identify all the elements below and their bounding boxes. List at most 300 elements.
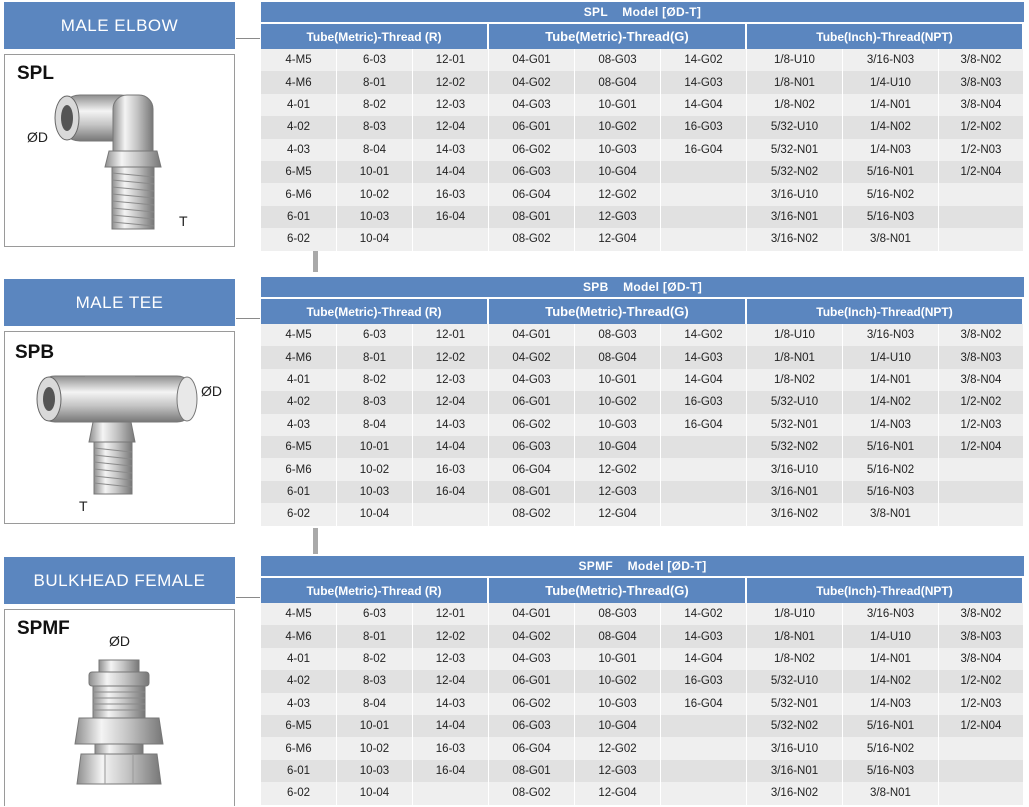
table-cell — [413, 228, 489, 250]
table-cell: 1/2-N02 — [939, 116, 1024, 138]
table-cell: 10-03 — [337, 481, 413, 503]
table-row — [261, 116, 1024, 138]
table-cell: 6-01 — [261, 760, 337, 782]
table-cell: 10-G02 — [575, 670, 661, 692]
table-row — [261, 206, 1024, 228]
table-cell: 1/2-N03 — [939, 139, 1024, 161]
table-cell: 06-G01 — [489, 391, 575, 413]
table-cell: 6-01 — [261, 481, 337, 503]
table-cell: 4-01 — [261, 94, 337, 116]
table-cell: 3/8-N03 — [939, 71, 1024, 93]
elbow-fitting-image — [5, 55, 236, 248]
table-cell: 3/16-N03 — [843, 49, 939, 71]
table-cell: 12-G04 — [575, 782, 661, 804]
table-cell: 14-03 — [413, 414, 489, 436]
table-cell: 16-04 — [413, 206, 489, 228]
table-cell: 4-01 — [261, 648, 337, 670]
table-cell: 10-02 — [337, 458, 413, 480]
thread-label: T — [79, 498, 88, 514]
table-row — [261, 458, 1024, 480]
table-cell: 1/8-N01 — [747, 71, 843, 93]
table-row — [261, 71, 1024, 93]
table-cell: 14-04 — [413, 161, 489, 183]
table-cell: 04-G01 — [489, 603, 575, 625]
table-cell: 5/32-N02 — [747, 715, 843, 737]
column-group-header: Tube(Inch)-Thread(NPT) — [747, 578, 1024, 603]
table-cell — [939, 481, 1024, 503]
table-cell: 04-G02 — [489, 71, 575, 93]
table-cell — [939, 458, 1024, 480]
table-cell: 3/8-N02 — [939, 603, 1024, 625]
table-cell: 14-G02 — [661, 324, 747, 346]
table-cell: 3/8-N03 — [939, 625, 1024, 647]
table-cell: 4-02 — [261, 670, 337, 692]
table-cell: 5/32-U10 — [747, 670, 843, 692]
table-cell: 5/32-N01 — [747, 414, 843, 436]
table-cell: 08-G01 — [489, 760, 575, 782]
table-cell: 1/4-N03 — [843, 139, 939, 161]
table-cell: 8-03 — [337, 116, 413, 138]
category-banner: MALE TEE — [4, 279, 235, 326]
table-title: SPB Model [ØD-T] — [261, 277, 1024, 297]
table-row — [261, 94, 1024, 116]
table-cell — [939, 782, 1024, 804]
category-banner: MALE ELBOW — [4, 2, 235, 49]
table-cell: 12-04 — [413, 116, 489, 138]
table-cell: 10-03 — [337, 760, 413, 782]
table-row — [261, 49, 1024, 71]
table-cell: 16-G03 — [661, 391, 747, 413]
table-cell: 1/2-N04 — [939, 715, 1024, 737]
table-cell: 3/8-N03 — [939, 346, 1024, 368]
table-cell: 3/16-N03 — [843, 603, 939, 625]
table-row — [261, 436, 1024, 458]
table-cell: 04-G03 — [489, 369, 575, 391]
table-cell: 10-G02 — [575, 116, 661, 138]
table-cell — [939, 206, 1024, 228]
table-cell: 4-M5 — [261, 603, 337, 625]
table-cell: 16-04 — [413, 481, 489, 503]
table-cell: 8-02 — [337, 94, 413, 116]
table-cell: 1/8-N01 — [747, 625, 843, 647]
table-cell: 08-G03 — [575, 49, 661, 71]
table-row — [261, 737, 1024, 759]
table-cell — [413, 503, 489, 525]
table-row — [261, 503, 1024, 525]
table-cell: 5/32-N01 — [747, 139, 843, 161]
table-row — [261, 782, 1024, 804]
table-cell: 12-02 — [413, 625, 489, 647]
table-cell: 1/8-N01 — [747, 346, 843, 368]
table-cell: 5/16-N01 — [843, 161, 939, 183]
table-cell: 6-02 — [261, 782, 337, 804]
banner-separator — [236, 318, 260, 319]
table-cell: 06-G04 — [489, 183, 575, 205]
table-cell: 4-M5 — [261, 324, 337, 346]
table-cell: 1/8-U10 — [747, 324, 843, 346]
table-cell: 10-01 — [337, 161, 413, 183]
table-cell: 1/8-U10 — [747, 603, 843, 625]
table-cell: 1/2-N02 — [939, 670, 1024, 692]
table-cell: 6-M6 — [261, 458, 337, 480]
table-cell — [661, 782, 747, 804]
table-header-row — [261, 24, 1024, 49]
table-cell: 10-01 — [337, 436, 413, 458]
table-cell: 10-01 — [337, 715, 413, 737]
table-cell: 12-G03 — [575, 760, 661, 782]
table-cell: 1/2-N02 — [939, 391, 1024, 413]
table-cell: 8-03 — [337, 670, 413, 692]
product-code: SPL — [17, 63, 54, 84]
product-code: SPMF — [17, 618, 70, 639]
table-cell: 10-G03 — [575, 139, 661, 161]
table-cell — [939, 737, 1024, 759]
table-cell: 6-M5 — [261, 715, 337, 737]
table-cell: 08-G01 — [489, 481, 575, 503]
table-cell: 12-G04 — [575, 503, 661, 525]
table-cell: 1/4-N01 — [843, 94, 939, 116]
table-cell: 4-02 — [261, 391, 337, 413]
table-cell: 1/4-N03 — [843, 693, 939, 715]
table-cell: 12-02 — [413, 71, 489, 93]
table-cell: 3/16-N02 — [747, 228, 843, 250]
table-title: SPMF Model [ØD-T] — [261, 556, 1024, 576]
table-row — [261, 228, 1024, 250]
table-cell: 04-G02 — [489, 625, 575, 647]
column-group-header: Tube(Metric)-Thread(G) — [489, 578, 747, 603]
diameter-label: ØD — [109, 633, 130, 649]
table-cell: 12-04 — [413, 670, 489, 692]
table-cell: 14-04 — [413, 436, 489, 458]
model-table — [261, 277, 1024, 526]
table-cell: 5/32-U10 — [747, 391, 843, 413]
category-banner: BULKHEAD FEMALE — [4, 557, 235, 604]
table-row — [261, 625, 1024, 647]
table-cell — [661, 481, 747, 503]
column-group-header: Tube(Inch)-Thread(NPT) — [747, 24, 1024, 49]
table-row — [261, 648, 1024, 670]
table-cell: 5/16-N01 — [843, 436, 939, 458]
table-cell: 10-04 — [337, 228, 413, 250]
table-cell: 4-M6 — [261, 625, 337, 647]
table-cell: 14-G04 — [661, 94, 747, 116]
table-cell: 16-G03 — [661, 116, 747, 138]
table-cell: 4-M6 — [261, 346, 337, 368]
table-cell: 08-G04 — [575, 71, 661, 93]
table-cell: 12-03 — [413, 369, 489, 391]
table-cell: 14-03 — [413, 693, 489, 715]
table-cell: 8-02 — [337, 648, 413, 670]
table-cell: 06-G02 — [489, 693, 575, 715]
table-cell — [661, 228, 747, 250]
table-cell: 04-G01 — [489, 324, 575, 346]
table-cell: 16-04 — [413, 760, 489, 782]
table-row — [261, 603, 1024, 625]
table-cell: 14-03 — [413, 139, 489, 161]
connector-line — [313, 250, 318, 272]
table-cell: 10-G03 — [575, 693, 661, 715]
table-cell: 12-03 — [413, 648, 489, 670]
table-cell: 12-G03 — [575, 206, 661, 228]
table-cell: 6-M5 — [261, 161, 337, 183]
table-cell: 10-02 — [337, 737, 413, 759]
bulkhead-fitting-image — [5, 610, 236, 807]
table-cell: 8-04 — [337, 693, 413, 715]
table-cell: 12-01 — [413, 49, 489, 71]
table-cell: 1/8-N02 — [747, 94, 843, 116]
table-cell — [939, 228, 1024, 250]
table-cell: 10-03 — [337, 206, 413, 228]
tee-fitting-image — [5, 332, 236, 525]
product-image-box — [4, 54, 235, 247]
table-cell — [661, 715, 747, 737]
table-cell: 4-01 — [261, 369, 337, 391]
table-cell: 4-03 — [261, 139, 337, 161]
table-cell: 06-G03 — [489, 161, 575, 183]
table-cell: 6-M6 — [261, 183, 337, 205]
table-cell: 08-G03 — [575, 324, 661, 346]
table-cell: 3/8-N04 — [939, 369, 1024, 391]
table-cell: 10-04 — [337, 503, 413, 525]
table-cell: 12-G03 — [575, 481, 661, 503]
table-cell: 1/2-N04 — [939, 436, 1024, 458]
table-cell: 4-02 — [261, 116, 337, 138]
table-cell: 14-G03 — [661, 346, 747, 368]
table-cell: 3/16-N02 — [747, 503, 843, 525]
table-row — [261, 391, 1024, 413]
table-cell: 12-G02 — [575, 183, 661, 205]
table-cell: 08-G02 — [489, 782, 575, 804]
table-cell: 6-02 — [261, 503, 337, 525]
column-group-header: Tube(Metric)-Thread(G) — [489, 299, 747, 324]
table-row — [261, 670, 1024, 692]
table-cell: 5/32-N01 — [747, 693, 843, 715]
table-cell: 3/8-N02 — [939, 49, 1024, 71]
table-cell — [661, 760, 747, 782]
table-cell: 10-G03 — [575, 414, 661, 436]
table-cell: 5/32-N02 — [747, 161, 843, 183]
table-cell: 06-G02 — [489, 414, 575, 436]
table-cell: 5/32-N02 — [747, 436, 843, 458]
table-cell: 10-G01 — [575, 369, 661, 391]
model-table — [261, 2, 1024, 251]
table-cell: 12-G02 — [575, 737, 661, 759]
table-cell: 16-03 — [413, 458, 489, 480]
table-cell: 16-G04 — [661, 414, 747, 436]
table-row — [261, 715, 1024, 737]
table-cell: 5/16-N02 — [843, 458, 939, 480]
table-cell: 3/16-U10 — [747, 737, 843, 759]
table-cell: 4-M5 — [261, 49, 337, 71]
table-cell — [661, 737, 747, 759]
table-cell: 06-G03 — [489, 436, 575, 458]
table-cell: 3/8-N01 — [843, 228, 939, 250]
table-cell: 8-02 — [337, 369, 413, 391]
table-cell: 14-G03 — [661, 71, 747, 93]
table-cell: 1/2-N03 — [939, 414, 1024, 436]
table-cell: 12-02 — [413, 346, 489, 368]
table-cell: 3/16-U10 — [747, 183, 843, 205]
table-cell: 12-G02 — [575, 458, 661, 480]
table-cell: 6-02 — [261, 228, 337, 250]
table-header-row — [261, 578, 1024, 603]
table-title: SPL Model [ØD-T] — [261, 2, 1024, 22]
table-cell — [661, 183, 747, 205]
table-cell: 4-M6 — [261, 71, 337, 93]
table-cell: 1/4-N03 — [843, 414, 939, 436]
table-cell: 14-G02 — [661, 49, 747, 71]
table-cell: 06-G02 — [489, 139, 575, 161]
banner-separator — [236, 597, 260, 598]
table-cell: 8-01 — [337, 625, 413, 647]
table-cell: 14-G04 — [661, 369, 747, 391]
table-cell: 3/8-N02 — [939, 324, 1024, 346]
table-cell: 06-G01 — [489, 670, 575, 692]
table-cell: 6-M5 — [261, 436, 337, 458]
table-cell: 8-04 — [337, 414, 413, 436]
table-row — [261, 414, 1024, 436]
table-cell — [661, 161, 747, 183]
table-cell: 14-G03 — [661, 625, 747, 647]
table-cell: 14-G02 — [661, 603, 747, 625]
table-cell — [939, 183, 1024, 205]
table-cell: 6-01 — [261, 206, 337, 228]
table-cell: 3/16-N01 — [747, 206, 843, 228]
table-cell: 08-G03 — [575, 603, 661, 625]
table-cell: 3/16-N01 — [747, 481, 843, 503]
table-cell: 14-G04 — [661, 648, 747, 670]
table-cell — [939, 760, 1024, 782]
diameter-label: ØD — [27, 129, 48, 145]
table-cell: 08-G02 — [489, 503, 575, 525]
column-group-header: Tube(Metric)-Thread (R) — [261, 578, 489, 603]
table-cell: 5/16-N01 — [843, 715, 939, 737]
table-cell: 8-01 — [337, 71, 413, 93]
product-image-box — [4, 609, 235, 806]
table-cell: 08-G01 — [489, 206, 575, 228]
table-cell: 3/8-N01 — [843, 503, 939, 525]
table-cell: 3/8-N04 — [939, 94, 1024, 116]
column-group-header: Tube(Metric)-Thread (R) — [261, 24, 489, 49]
table-cell: 3/16-N02 — [747, 782, 843, 804]
table-cell: 12-01 — [413, 324, 489, 346]
table-cell: 06-G04 — [489, 458, 575, 480]
table-cell: 1/4-U10 — [843, 625, 939, 647]
table-cell: 1/4-N01 — [843, 648, 939, 670]
table-cell: 16-G03 — [661, 670, 747, 692]
table-cell: 6-03 — [337, 49, 413, 71]
table-row — [261, 324, 1024, 346]
table-cell: 6-03 — [337, 603, 413, 625]
table-cell: 08-G04 — [575, 625, 661, 647]
table-cell: 1/2-N03 — [939, 693, 1024, 715]
table-cell: 6-M6 — [261, 737, 337, 759]
table-cell: 12-G04 — [575, 228, 661, 250]
table-cell: 1/8-U10 — [747, 49, 843, 71]
table-cell: 5/16-N02 — [843, 183, 939, 205]
column-group-header: Tube(Inch)-Thread(NPT) — [747, 299, 1024, 324]
table-cell: 04-G03 — [489, 648, 575, 670]
table-cell: 5/32-U10 — [747, 116, 843, 138]
table-cell: 1/8-N02 — [747, 369, 843, 391]
table-cell: 04-G01 — [489, 49, 575, 71]
table-cell: 1/4-N02 — [843, 391, 939, 413]
table-cell: 1/8-N02 — [747, 648, 843, 670]
product-image-box — [4, 331, 235, 524]
thread-label: T — [179, 213, 188, 229]
table-cell: 10-G01 — [575, 94, 661, 116]
table-cell: 14-04 — [413, 715, 489, 737]
table-cell: 04-G03 — [489, 94, 575, 116]
table-cell — [661, 503, 747, 525]
table-cell: 3/16-N03 — [843, 324, 939, 346]
table-cell: 3/16-N01 — [747, 760, 843, 782]
table-cell: 12-04 — [413, 391, 489, 413]
table-cell: 16-03 — [413, 183, 489, 205]
table-cell: 5/16-N03 — [843, 481, 939, 503]
table-cell: 1/4-N02 — [843, 670, 939, 692]
table-cell: 10-02 — [337, 183, 413, 205]
table-row — [261, 183, 1024, 205]
table-cell: 1/4-U10 — [843, 346, 939, 368]
table-cell: 4-03 — [261, 693, 337, 715]
product-code: SPB — [15, 342, 55, 363]
table-cell: 10-G02 — [575, 391, 661, 413]
model-table — [261, 556, 1024, 805]
banner-separator — [236, 38, 260, 39]
table-cell — [939, 503, 1024, 525]
table-cell: 3/16-U10 — [747, 458, 843, 480]
diameter-label: ØD — [201, 383, 222, 399]
table-cell: 16-G04 — [661, 139, 747, 161]
table-row — [261, 139, 1024, 161]
column-group-header: Tube(Metric)-Thread (R) — [261, 299, 489, 324]
connector-line — [313, 528, 318, 554]
table-cell: 12-03 — [413, 94, 489, 116]
table-cell: 4-03 — [261, 414, 337, 436]
table-cell: 06-G03 — [489, 715, 575, 737]
table-cell: 06-G01 — [489, 116, 575, 138]
table-cell: 1/4-U10 — [843, 71, 939, 93]
table-cell — [413, 782, 489, 804]
table-cell: 5/16-N03 — [843, 206, 939, 228]
table-cell: 10-04 — [337, 782, 413, 804]
table-cell: 06-G04 — [489, 737, 575, 759]
table-row — [261, 693, 1024, 715]
table-cell: 16-03 — [413, 737, 489, 759]
table-cell: 5/16-N03 — [843, 760, 939, 782]
table-row — [261, 760, 1024, 782]
table-header-row — [261, 299, 1024, 324]
table-cell: 12-01 — [413, 603, 489, 625]
table-cell: 8-03 — [337, 391, 413, 413]
table-cell: 10-G01 — [575, 648, 661, 670]
table-row — [261, 161, 1024, 183]
table-cell — [661, 206, 747, 228]
table-cell: 8-04 — [337, 139, 413, 161]
table-row — [261, 481, 1024, 503]
table-cell: 08-G04 — [575, 346, 661, 368]
table-cell: 04-G02 — [489, 346, 575, 368]
table-cell: 10-G04 — [575, 715, 661, 737]
table-cell — [661, 436, 747, 458]
table-row — [261, 346, 1024, 368]
table-cell: 6-03 — [337, 324, 413, 346]
table-cell: 1/2-N04 — [939, 161, 1024, 183]
table-cell: 5/16-N02 — [843, 737, 939, 759]
table-cell: 1/4-N01 — [843, 369, 939, 391]
table-cell: 3/8-N01 — [843, 782, 939, 804]
